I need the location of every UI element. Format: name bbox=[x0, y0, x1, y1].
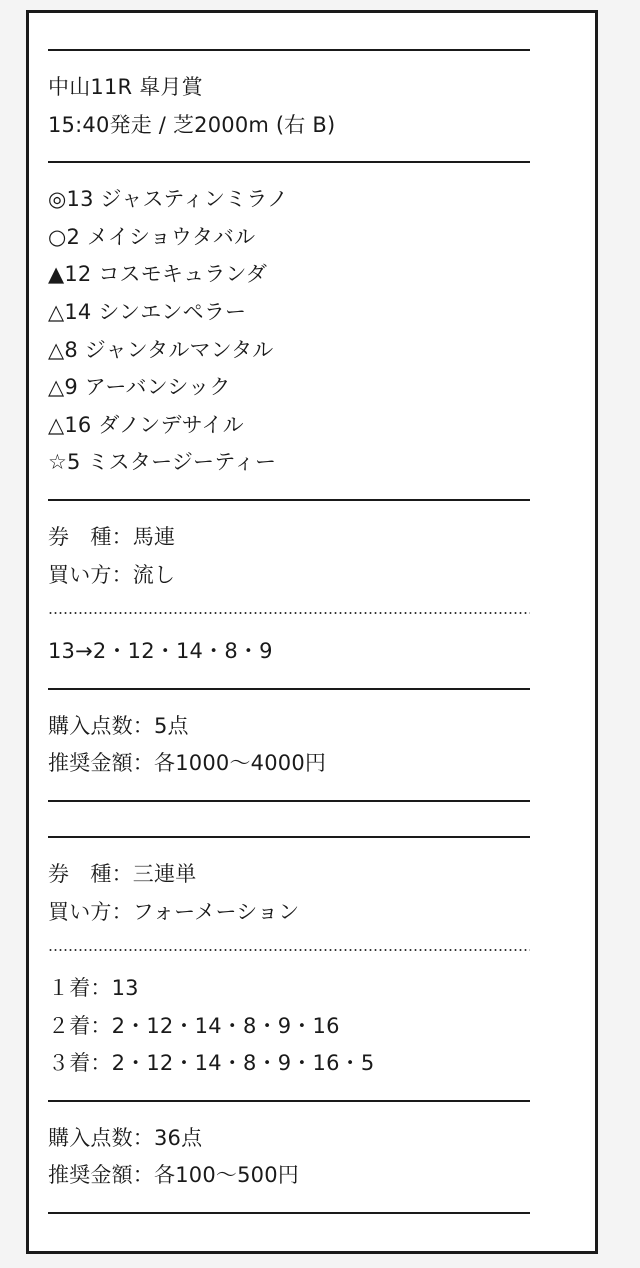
pick-text: 13 ジャスティンミラノ bbox=[66, 187, 289, 212]
bet1-points: 購入点数：5点 bbox=[48, 713, 189, 738]
dotted-divider bbox=[48, 949, 530, 951]
pick-mark: ○ bbox=[48, 224, 67, 249]
divider bbox=[48, 1100, 530, 1102]
pick-item bbox=[48, 332, 530, 370]
pick-text: 12 コスモキュランダ bbox=[64, 262, 268, 287]
prediction-content bbox=[48, 33, 530, 1232]
pick-text: 2 メイショウタバル bbox=[66, 224, 256, 249]
pick-item bbox=[48, 294, 530, 332]
pick-text: 8 ジャンタルマンタル bbox=[64, 337, 274, 362]
bet1-type: 券 種：馬連 bbox=[48, 524, 176, 549]
divider bbox=[48, 161, 530, 163]
divider bbox=[48, 49, 530, 51]
race-info: 15:40発走 / 芝2000m (右 B) bbox=[48, 112, 336, 137]
pick-text: 5 ミスタージーティー bbox=[67, 450, 277, 475]
divider bbox=[48, 499, 530, 501]
pick-text: 16 ダノンデサイル bbox=[64, 412, 244, 437]
bet2-third-place: ３着：2・12・14・8・9・16・5 bbox=[48, 1051, 375, 1076]
pick-item bbox=[48, 407, 530, 445]
pick-item bbox=[48, 219, 530, 257]
divider bbox=[48, 836, 530, 838]
picks-list bbox=[48, 181, 530, 482]
pick-mark: △ bbox=[48, 412, 65, 437]
pick-text: 9 アーバンシック bbox=[64, 375, 231, 400]
bet1-method: 買い方：流し bbox=[48, 562, 176, 587]
pick-mark: △ bbox=[48, 375, 65, 400]
prediction-card bbox=[26, 10, 598, 1254]
bet1-amount: 推奨金額：各1000〜4000円 bbox=[48, 751, 327, 776]
pick-item bbox=[48, 444, 530, 482]
bet2-amount: 推奨金額：各100〜500円 bbox=[48, 1163, 299, 1188]
bet2-points: 購入点数：36点 bbox=[48, 1125, 203, 1150]
race-title: 中山11R 皐月賞 bbox=[48, 75, 203, 99]
dotted-divider bbox=[48, 612, 530, 614]
divider bbox=[48, 1212, 530, 1214]
bet2-type: 券 種：三連単 bbox=[48, 861, 197, 886]
pick-mark: ◎ bbox=[48, 187, 67, 212]
bet2-second-place: ２着：2・12・14・8・9・16 bbox=[48, 1013, 340, 1038]
divider bbox=[48, 688, 530, 690]
bet1-combination: 13→2・12・14・8・9 bbox=[48, 639, 273, 664]
pick-mark: △ bbox=[48, 299, 65, 324]
divider bbox=[48, 800, 530, 802]
pick-item bbox=[48, 181, 530, 219]
bet2-first-place: １着：13 bbox=[48, 976, 139, 1001]
pick-item bbox=[48, 256, 530, 294]
pick-text: 14 シンエンペラー bbox=[64, 299, 247, 324]
pick-mark: ☆ bbox=[48, 450, 68, 475]
pick-mark: △ bbox=[48, 337, 65, 362]
bet2-method: 買い方：フォーメーション bbox=[48, 899, 300, 924]
pick-mark: ▲ bbox=[48, 262, 65, 287]
pick-item bbox=[48, 369, 530, 407]
